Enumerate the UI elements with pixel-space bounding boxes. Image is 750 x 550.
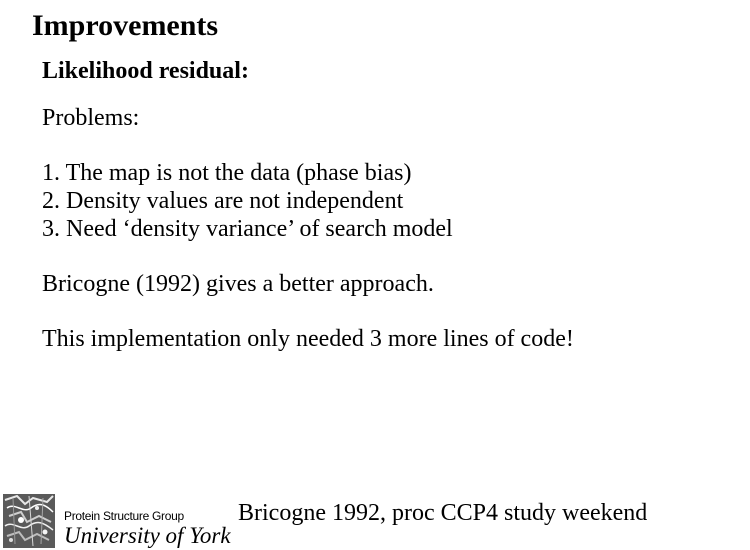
problem-item: 1. The map is not the data (phase bias) [42, 160, 412, 186]
approach-text: Bricogne (1992) gives a better approach. [42, 271, 434, 297]
slide-subtitle: Likelihood residual: [42, 58, 249, 84]
implementation-text: This implementation only needed 3 more lines of code! [42, 326, 574, 352]
problem-item: 3. Need ‘density variance’ of search model [42, 216, 453, 242]
citation-text: Bricogne 1992, proc CCP4 study weekend [238, 500, 648, 526]
group-name: Protein Structure Group [64, 509, 184, 523]
problem-item: 2. Density values are not independent [42, 188, 404, 214]
slide-title: Improvements [32, 9, 219, 42]
problem-list [42, 159, 453, 243]
group-logo-icon [3, 494, 55, 548]
university-name: University of York [64, 523, 231, 548]
problems-label: Problems: [42, 105, 140, 131]
